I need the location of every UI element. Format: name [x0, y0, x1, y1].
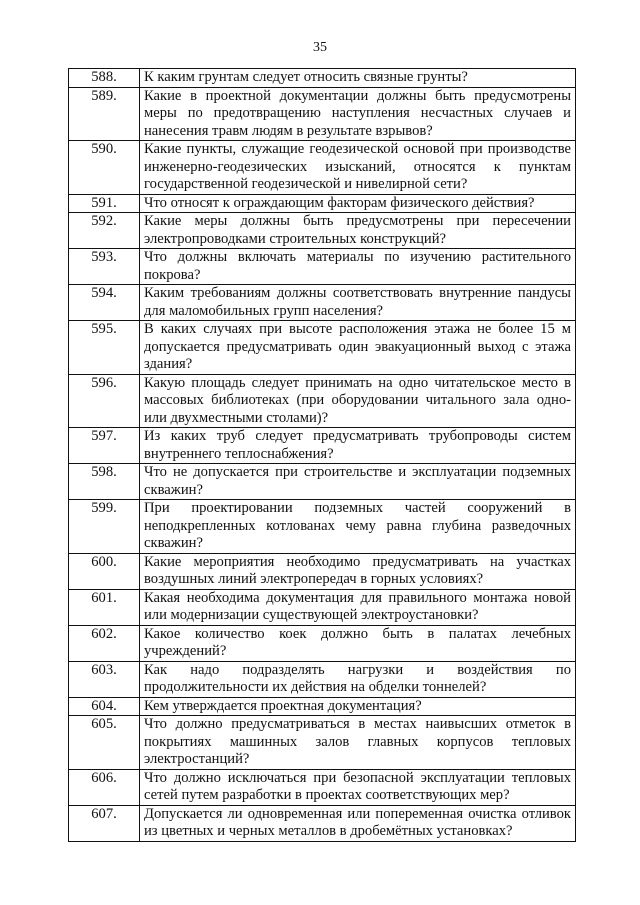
question-number: 607. — [69, 805, 140, 841]
question-number: 590. — [69, 141, 140, 195]
page-number: 35 — [313, 40, 327, 55]
table-row — [69, 141, 576, 195]
table-row — [69, 716, 576, 770]
questions-table-body — [69, 69, 576, 842]
question-text: В каких случаях при высоте расположения этажа не более 15 м допускается предусматривать один эвакуационный выход с этажа здания? — [140, 321, 576, 375]
table-row — [69, 661, 576, 697]
question-text: Какие меры должны быть предусмотрены при пересечении электропроводками строительных конструкций? — [140, 213, 576, 249]
table-row — [69, 428, 576, 464]
table-row — [69, 769, 576, 805]
table-row — [69, 321, 576, 375]
question-number: 602. — [69, 625, 140, 661]
question-text: Допускается ли одновременная или попеременная очистка отливок из цветных и черных металлов в дробемётных установках? — [140, 805, 576, 841]
question-number: 597. — [69, 428, 140, 464]
table-row — [69, 589, 576, 625]
question-text: Что должны включать материалы по изучению растительного покрова? — [140, 249, 576, 285]
table-row — [69, 697, 576, 716]
question-text: Что не допускается при строительстве и эксплуатации подземных скважин? — [140, 464, 576, 500]
question-text: К каким грунтам следует относить связные грунты? — [140, 69, 576, 88]
question-number: 604. — [69, 697, 140, 716]
question-number: 600. — [69, 553, 140, 589]
questions-table — [68, 68, 576, 842]
table-row — [69, 87, 576, 141]
table-row — [69, 500, 576, 554]
question-text: При проектировании подземных частей сооружений в неподкрепленных котлованах чему равна глубина разведочных скважин? — [140, 500, 576, 554]
question-text: Что относят к ограждающим факторам физического действия? — [140, 194, 576, 213]
question-number: 606. — [69, 769, 140, 805]
table-row — [69, 213, 576, 249]
question-text: Какая необходима документация для правильного монтажа новой или модернизации существующей электроустановки? — [140, 589, 576, 625]
table-row — [69, 194, 576, 213]
question-text: Какое количество коек должно быть в палатах лечебных учреждений? — [140, 625, 576, 661]
table-row — [69, 805, 576, 841]
question-text: Каким требованиям должны соответствовать внутренние пандусы для маломобильных групп населения? — [140, 285, 576, 321]
question-text: Из каких труб следует предусматривать трубопроводы систем внутреннего теплоснабжения? — [140, 428, 576, 464]
question-number: 599. — [69, 500, 140, 554]
table-row — [69, 464, 576, 500]
question-number: 591. — [69, 194, 140, 213]
table-row — [69, 553, 576, 589]
question-number: 588. — [69, 69, 140, 88]
table-row — [69, 374, 576, 428]
table-row — [69, 249, 576, 285]
question-number: 596. — [69, 374, 140, 428]
question-text: Как надо подразделять нагрузки и воздействия по продолжительности их действия на обделки тоннелей? — [140, 661, 576, 697]
question-number: 593. — [69, 249, 140, 285]
question-text: Что должно исключаться при безопасной эксплуатации тепловых сетей путем разработки в проектах соответствующих мер? — [140, 769, 576, 805]
question-text: Какие пункты, служащие геодезической основой при производстве инженерно-геодезических изысканий, относятся к пунктам государственной геодезической и нивелирной сети? — [140, 141, 576, 195]
question-number: 598. — [69, 464, 140, 500]
question-number: 594. — [69, 285, 140, 321]
table-row — [69, 625, 576, 661]
question-text: Кем утверждается проектная документация? — [140, 697, 576, 716]
question-number: 589. — [69, 87, 140, 141]
question-text: Что должно предусматриваться в местах наивысших отметок в покрытиях машинных залов главных корпусов тепловых электростанций? — [140, 716, 576, 770]
question-number: 601. — [69, 589, 140, 625]
question-number: 605. — [69, 716, 140, 770]
question-text: Какие мероприятия необходимо предусматривать на участках воздушных линий электропередач в горных условиях? — [140, 553, 576, 589]
question-number: 603. — [69, 661, 140, 697]
question-text: Какие в проектной документации должны быть предусмотрены меры по предотвращению наступления несчастных случаев и нанесения травм людям в результате взрывов? — [140, 87, 576, 141]
question-number: 592. — [69, 213, 140, 249]
question-number: 595. — [69, 321, 140, 375]
table-row — [69, 285, 576, 321]
question-text: Какую площадь следует принимать на одно читательское место в массовых библиотеках (при оборудовании читального зала одно- или двухместными столами)? — [140, 374, 576, 428]
table-row — [69, 69, 576, 88]
